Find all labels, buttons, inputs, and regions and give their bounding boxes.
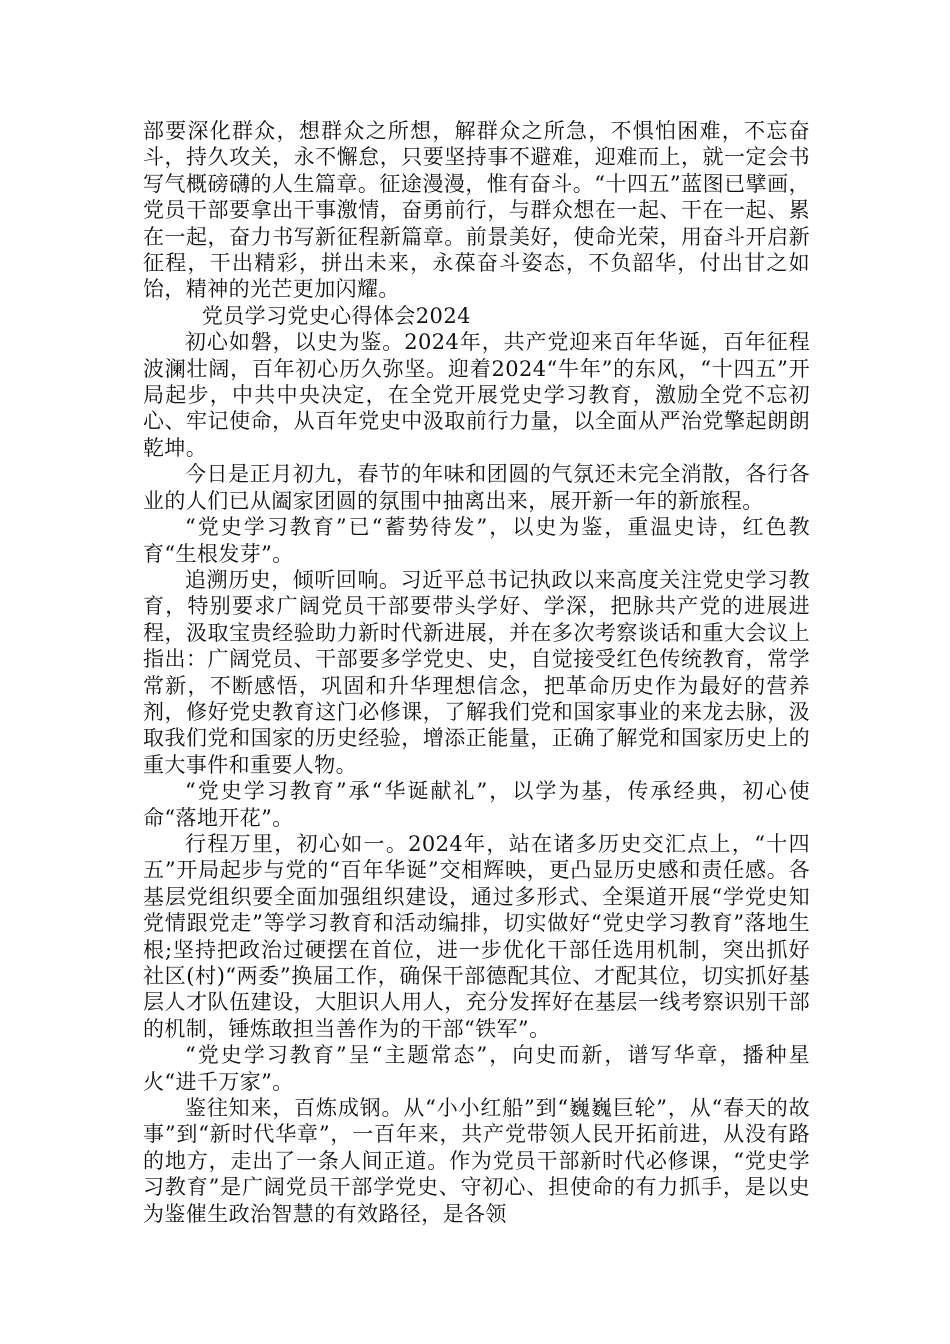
paragraph: “党史学习教育”呈“主题常态”，向史而新，谱写华章，播种星火“进千万家”。: [143, 1043, 810, 1094]
paragraph-continuation: 部要深化群众，想群众之所想，解群众之所急，不惧怕困难，不忘奋斗，持久攻关，永不懈怠，只要坚持事不避难，迎难而上，就一定会书写气概磅礴的人生篇章。征途漫漫，惟有奋斗。“十四五”蓝图已擘画，党员干部要拿出干事激情，奋勇前行，与群众想在一起、干在一起、累在一起，奋力书写新征程新篇章。前景美好，使命光荣，用奋斗开启新征程，干出精彩，拼出未来，永葆奋斗姿态，不负韶华，付出甘之如饴，精神的光芒更加闪耀。: [143, 119, 810, 302]
paragraph: 初心如磐，以史为鉴。2024年，共产党迎来百年华诞，百年征程波澜壮阔，百年初心历久弥坚。迎着2024“牛年”的东风，“十四五”开局起步，中共中央决定，在全党开展党史学习教育，激励全党不忘初心、牢记使命，从百年党史中汲取前行力量，以全面从严治党擎起朗朗乾坤。: [143, 330, 810, 460]
paragraph: 行程万里，初心如一。2024年，站在诸多历史交汇点上，“十四五”开局起步与党的“百年华诞”交相辉映，更凸显历史感和责任感。各基层党组织要全面加强组织建设，通过多形式、全渠道开展“学党史知党情跟党走”等学习教育和活动编排，切实做好“党史学习教育”落地生根;坚持把政治过硬摆在首位，进一步优化干部任选用机制，突出抓好社区(村)“两委”换届工作，确保干部德配其位、才配其位，切实抓好基层人才队伍建设，大胆识人用人，充分发挥好在基层一线考察识别干部的机制，锤炼敢担当善作为的干部“铁军”。: [143, 831, 810, 1041]
paragraph: “党史学习教育”已“蓄势待发”，以史为鉴，重温史诗，红色教育“生根发芽”。: [143, 515, 810, 566]
paragraph: 今日是正月初九，春节的年味和团圆的气氛还未完全消散，各行各业的人们已从阖家团圆的氛围中抽离出来，展开新一年的新旅程。: [143, 462, 810, 513]
paragraph: “党史学习教育”承“华诞献礼”，以学为基，传承经典，初心使命“落地开花”。: [143, 779, 810, 830]
paragraph: 鉴往知来，百炼成钢。从“小小红船”到“巍巍巨轮”，从“春天的故事”到“新时代华章”，一百年来，共产党带领人民开拓前进，从没有路的地方，走出了一条人间正道。作为党员干部新时代必修课，“党史学习教育”是广阔党员干部学党史、守初心、担使命的有力抓手，是以史为鉴催生政治智慧的有效路径，是各领: [143, 1096, 810, 1226]
document-body: [143, 118, 810, 1227]
section-title: 党员学习党史心得体会2024: [201, 303, 471, 328]
paragraph: 追溯历史，倾听回响。习近平总书记执政以来高度关注党史学习教育，特别要求广阔党员干部要带头学好、学深，把脉共产党的进展进程，汲取宝贵经验助力新时代新进展，并在多次考察谈话和重大会议上指出：广阔党员、干部要多学党史、史，自觉接受红色传统教育，常学常新，不断感悟，巩固和升华理想信念，把革命历史作为最好的营养剂，修好党史教育这门必修课，了解我们党和国家事业的来龙去脉，汲取我们党和国家的历史经验，增添正能量，正确了解党和国家历史上的重大事件和重要人物。: [143, 567, 810, 777]
